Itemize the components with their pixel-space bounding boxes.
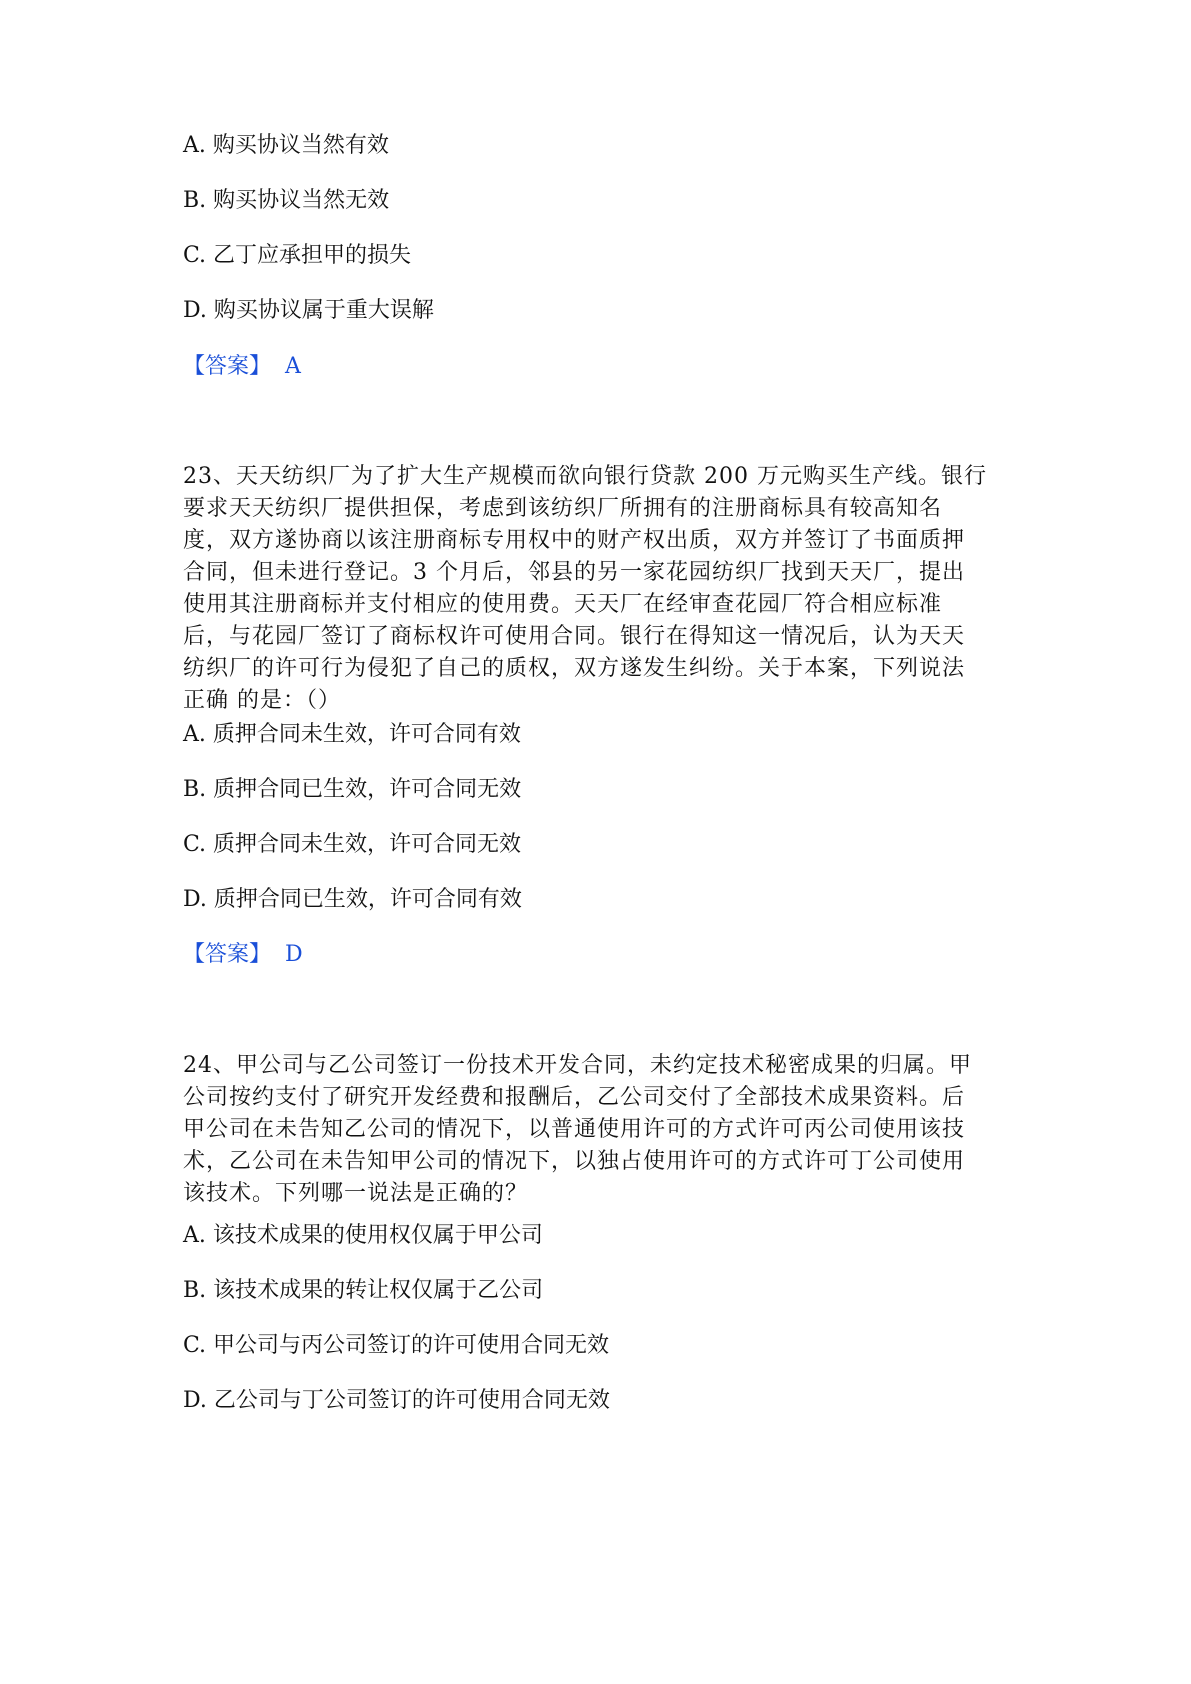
q23-option-b: B. 质押合同已生效，许可合同无效 [183,777,522,802]
answer-tag: 【答案】 [183,942,272,967]
answer-value: A [285,354,301,379]
q22-option-a: A. 购买协议当然有效 [183,133,389,158]
q22-option-b: B. 购买协议当然无效 [183,188,390,213]
q24-option-b: B. 该技术成果的转让权仅属于乙公司 [183,1278,544,1303]
q24-stem: 24、甲公司与乙公司签订一份技术开发合同，未约定技术秘密成果的归属。甲 公司按约支付了研究开发经费和报酬后，乙公司交付了全部技术成果资料。后 甲公司在未告知乙公司的情况下，以普通使用许可的方式许可丙公司使用该技 术，乙公司在未告知甲公司的情况下，以独占使用许可的方式许可丁公司使用 该技术。下列哪一说法是正确的？ [183,1053,972,1206]
q22-option-c: C. 乙丁应承担甲的损失 [183,243,412,268]
q24-option-a: A. 该技术成果的使用权仅属于甲公司 [183,1223,543,1248]
q23-answer [183,940,303,970]
q22-answer [183,352,301,382]
q24-option-c: C. 甲公司与丙公司签订的许可使用合同无效 [183,1333,610,1358]
q24-option-d: D. 乙公司与丁公司签订的许可使用合同无效 [183,1388,610,1413]
answer-tag: 【答案】 [183,354,272,379]
q23-option-d: D. 质押合同已生效，许可合同有效 [183,887,522,912]
q23-option-a: A. 质押合同未生效，许可合同有效 [183,722,521,747]
q22-option-d: D. 购买协议属于重大误解 [183,298,434,323]
answer-value: D [285,942,303,967]
q23-option-c: C. 质押合同未生效，许可合同无效 [183,832,522,857]
q23-stem: 23、天天纺织厂为了扩大生产规模而欲向银行贷款 200 万元购买生产线。银行 要求天天纺织厂提供担保，考虑到该纺织厂所拥有的注册商标具有较高知名 度，双方遂协商以该注册商标专用权中的财产权出质，双方并签订了书面质押 合同，但未进行登记。3 个月后，邻县的另一家花园纺织厂找到天天厂，提出 使用其注册商标并支付相应的使用费。天天厂在经审查花园厂符合相应标准 后，与花园厂签订了商标权许可使用合同。银行在得知这一情况后，认为天天 纺织厂的许可行为侵犯了自己的质权，双方遂发生纠纷。关于本案，下列说法 正确 的是：（） [183,464,987,713]
